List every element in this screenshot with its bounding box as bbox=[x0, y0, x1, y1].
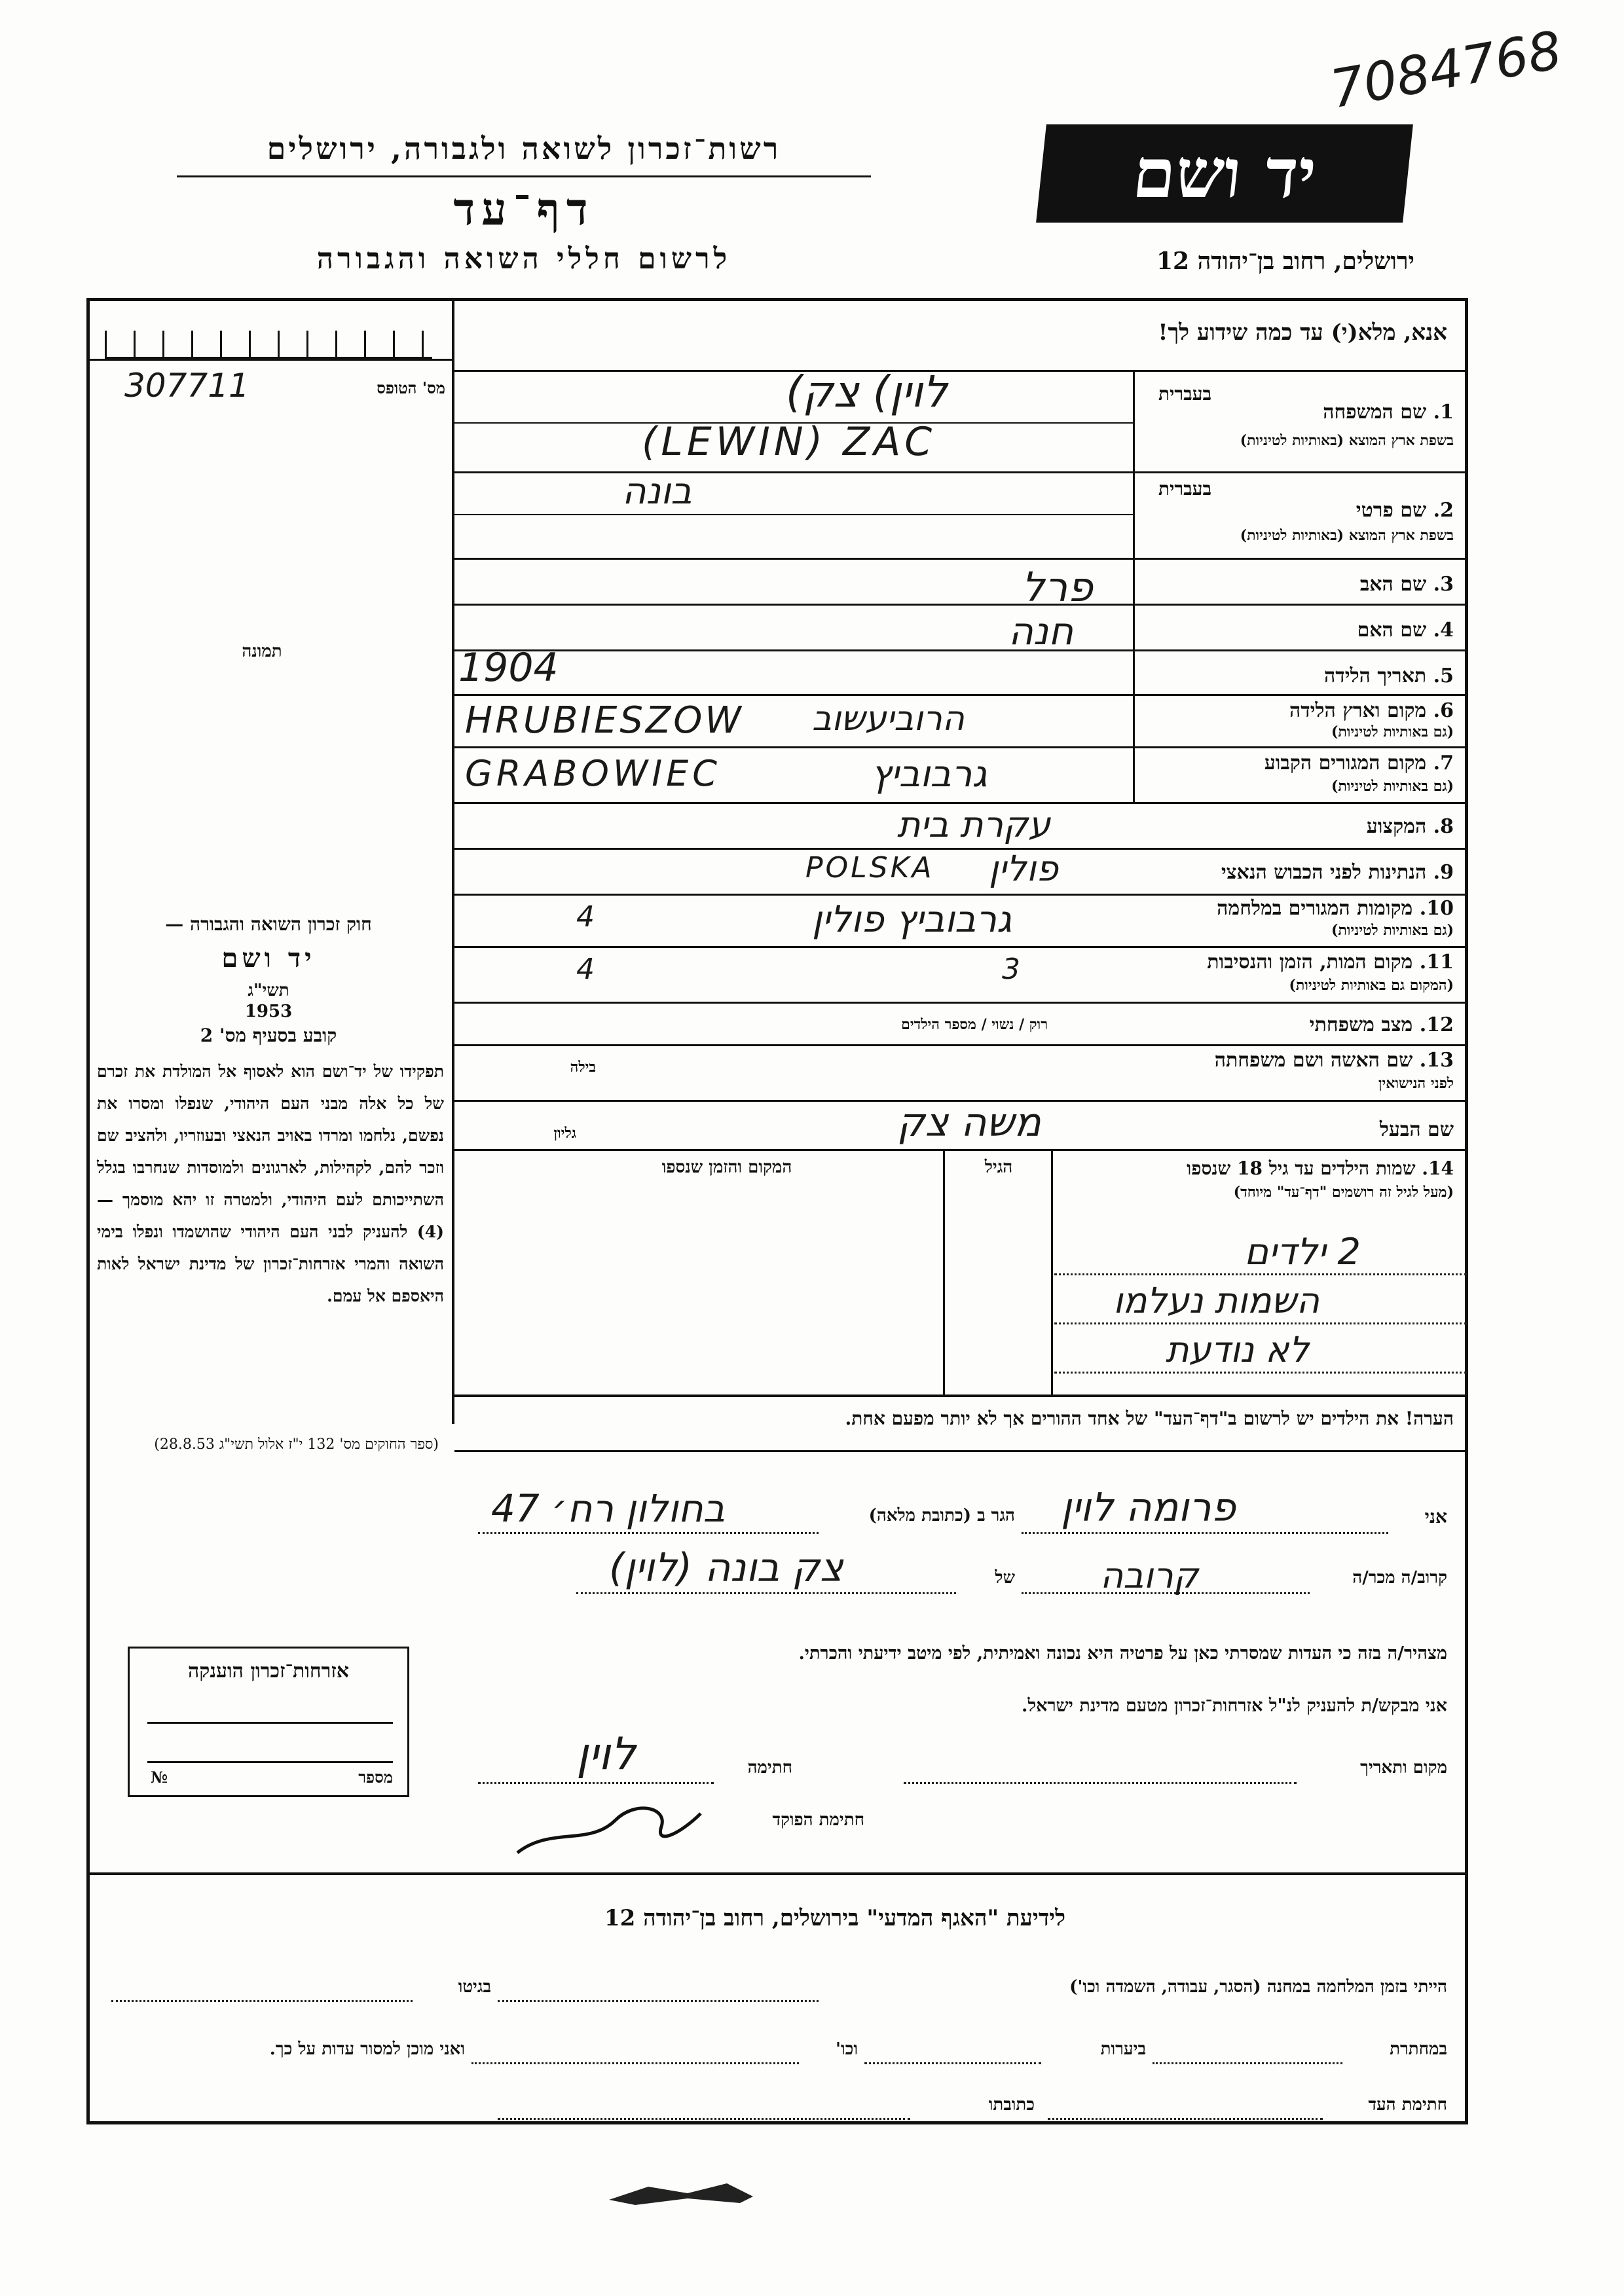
law-title: חוק זכרון השואה והגבורה — bbox=[165, 913, 372, 935]
field-label-first: 2. שם פרטי bbox=[1356, 499, 1454, 522]
row-rule bbox=[454, 604, 1468, 606]
footer-line3-a: חתימת העד bbox=[1368, 2095, 1447, 2115]
value-residence-heb: גרבוביץ bbox=[871, 753, 987, 795]
decl-line bbox=[478, 1782, 714, 1784]
sub-rule bbox=[454, 514, 1133, 515]
address: ירושלים, רחוב בן־יהודה 12 bbox=[1156, 247, 1414, 275]
field-label-marital: 12. מצב משפחתי bbox=[1309, 1013, 1454, 1036]
row-rule bbox=[454, 946, 1468, 948]
footer-rule bbox=[86, 1872, 1468, 1875]
child-entry: השמות נעלמו bbox=[1113, 1280, 1320, 1321]
form-title: דף־עד bbox=[453, 183, 595, 236]
children-sub: (מעל לגיל זה רושמים "דף־עד" מיוחד) bbox=[1233, 1184, 1454, 1201]
decl-address-value: בחולון רח׳ 47 bbox=[491, 1486, 726, 1531]
decl-address-label: הגר ב (כתובת מלאה) bbox=[868, 1506, 1015, 1525]
field-sub-family: בשפת ארץ המוצא (באותיות לטיניות) bbox=[1240, 432, 1454, 449]
decl-request: אני מבקש/ת להעניק לנ"ל אזרחות־זכרון מטעם מדינת ישראל. bbox=[1022, 1696, 1447, 1716]
field-label-wartime: 10. מקומות המגורים במלחמה bbox=[1217, 897, 1454, 920]
value-wartime-place: גרבוביץ פולין bbox=[812, 898, 1012, 941]
value-citizenship-heb: פולין bbox=[989, 848, 1058, 889]
law-year: 1953 bbox=[244, 1002, 293, 1021]
children-col-divider bbox=[943, 1149, 945, 1394]
value-citizenship-lat: POLSKA bbox=[805, 851, 934, 884]
row-rule bbox=[454, 1002, 1468, 1004]
decl-signature: לוין bbox=[576, 1728, 636, 1780]
citizenship-no-label: № bbox=[151, 1768, 168, 1787]
record-tick-marks bbox=[105, 331, 432, 359]
children-header: 14. שמות הילדים עד גיל 18 שנספו bbox=[1187, 1157, 1454, 1179]
field-sub-wife: לפני הנישואין bbox=[1378, 1075, 1454, 1092]
footer-line1-end: בגיטו bbox=[458, 1977, 491, 1997]
footer-dotline bbox=[498, 2000, 819, 2002]
field-label-family: 1. שם המשפחה bbox=[1323, 401, 1454, 424]
footer-dotline bbox=[111, 2000, 413, 2002]
value-mother: חנה bbox=[1008, 609, 1074, 653]
decl-line bbox=[904, 1782, 1297, 1784]
value-family-heb: לוין) צק) bbox=[786, 367, 948, 417]
children-col-divider bbox=[1051, 1149, 1053, 1394]
in-hebrew-label: בעברית bbox=[1158, 383, 1211, 405]
law-body: תפקידו של יד־ושם הוא לאסוף אל המולדת את זכרם של כל אלה מבני העם היהודי, שנפלו ומסרו את נפשם, נלחמו ומרדו באויב הנאצי ובעוזריו, ולהציב שם וזכר להם, לקהילות, לארגונים ולמוסדות שנחרבו בגלל השתייכותם לעם היהודי, ולמטרה זו יהא מוסמך — (4) להעניק לבני העם היהודי שהושמדו ונפלו בימי השואה והמרי אזרחות־זכרון של מדינת ישראל לאות היאספם אל עמם. bbox=[97, 1062, 444, 1305]
scan-mark bbox=[609, 2180, 753, 2206]
children-line bbox=[1054, 1372, 1467, 1374]
in-hebrew-label: בעברית bbox=[1158, 478, 1211, 500]
wife-suffix: בילה bbox=[570, 1059, 596, 1076]
footer-heading: לידיעת "האגף המדעי" בירושלים, רחוב בן־יהודה 12 bbox=[604, 1905, 1065, 1931]
field-sub-first: בשפת ארץ המוצא (באותיות לטיניות) bbox=[1240, 527, 1454, 544]
children-place-header: המקום והזמן שנספו bbox=[661, 1157, 792, 1177]
field-sub-death: (המקום גם באותיות לטיניות) bbox=[1289, 977, 1454, 994]
instruction: אנא, מלא(י) עד כמה שידוע לך! bbox=[1158, 319, 1447, 346]
row-rule bbox=[454, 746, 1468, 748]
field-label-mother: 4. שם האם bbox=[1357, 619, 1454, 642]
row-rule bbox=[454, 848, 1468, 850]
yad-vashem-logo bbox=[1036, 124, 1413, 223]
field-sub-residence: (גם באותיות לטיניות) bbox=[1331, 778, 1454, 795]
decl-officer-label: חתימת הפוקד bbox=[772, 1810, 864, 1830]
record-number-label: מס' הטופס bbox=[377, 378, 445, 397]
decl-i-label: אני bbox=[1424, 1506, 1447, 1527]
footer-line2-d: ואני מוכן למסור עדות על כך. bbox=[269, 2039, 465, 2059]
row-rule bbox=[454, 558, 1468, 560]
logo-text: יד ושם bbox=[1129, 133, 1320, 213]
footer-line2-a: במחתרת bbox=[1390, 2039, 1447, 2059]
decl-of-label: של bbox=[995, 1568, 1015, 1588]
value-father: פרל bbox=[1022, 563, 1093, 611]
law-citation: (ספר החוקים מס' 132 י"ז אלול תשי"ג 28.8.53) bbox=[154, 1436, 439, 1453]
field-label-wife: 13. שם האשה ושם משפחתה bbox=[1214, 1049, 1454, 1072]
decl-signature-label: חתימה bbox=[747, 1758, 792, 1777]
decl-of-value: צק בונה (לוין) bbox=[609, 1545, 843, 1591]
row-rule bbox=[454, 694, 1468, 696]
value-family-lat: (LEWIN) ZAC bbox=[642, 419, 936, 465]
row-rule bbox=[454, 471, 1468, 473]
husband-suffix: גליון bbox=[553, 1125, 576, 1142]
field-label-birthplace: 6. מקום וארץ הלידה bbox=[1289, 699, 1454, 722]
field-label-residence: 7. מקום המגורים הקבוע bbox=[1264, 752, 1454, 774]
field-label-occupation: 8. המקצוע bbox=[1366, 815, 1454, 838]
footer-line1: הייתי בזמן המלחמה במחנה (הסגר, עבודה, השמדה וכו') bbox=[1069, 1977, 1447, 1997]
authority-line: רשות־זכרון לשואה ולגבורה, ירושלים bbox=[267, 131, 781, 166]
footer-dotline bbox=[864, 2062, 1041, 2064]
row-rule bbox=[454, 1044, 1468, 1046]
citizenship-box-line bbox=[147, 1761, 393, 1763]
record-row-rule bbox=[86, 359, 452, 361]
value-death-num-b: 3 bbox=[1002, 953, 1020, 986]
photo-label: תמונה bbox=[242, 642, 282, 661]
value-birth-date: 1904 bbox=[458, 645, 559, 691]
decl-relation-value: קרובה bbox=[1100, 1555, 1199, 1596]
decl-relation-label: קרוב/ה מכר/ה bbox=[1352, 1568, 1447, 1588]
field-label-citizenship: 9. הנתינות לפני הכבוש הנאצי bbox=[1221, 861, 1454, 884]
footer-line3-b: כתובתו bbox=[988, 2095, 1035, 2115]
footer-dotline bbox=[498, 2118, 910, 2120]
row-rule bbox=[454, 370, 1468, 372]
marital-status-options: רוק / נשוי / מספר הילדים bbox=[901, 1016, 1048, 1033]
left-column-divider bbox=[452, 298, 454, 1424]
note-rule bbox=[454, 1450, 1468, 1452]
catalog-number: 7084768 bbox=[1325, 19, 1566, 120]
child-entry: 2 ילדים bbox=[1244, 1231, 1361, 1273]
value-residence-lat: GRABOWIEC bbox=[465, 753, 721, 794]
field-label-birthdate: 5. תאריך הלידה bbox=[1324, 665, 1454, 687]
row-rule bbox=[454, 649, 1468, 651]
value-occupation: עקרת בית bbox=[897, 804, 1051, 845]
footer-line2-c: וכו' bbox=[836, 2039, 858, 2059]
field-sub-birthplace: (גם באותיות לטיניות) bbox=[1331, 723, 1454, 740]
children-age-header: הגיל bbox=[984, 1157, 1013, 1177]
field-label-father: 3. שם האב bbox=[1359, 573, 1454, 596]
footer-dotline bbox=[1153, 2062, 1342, 2064]
citizenship-box-line bbox=[147, 1722, 393, 1724]
header-rule bbox=[177, 175, 871, 177]
form-subtitle: לרשום חללי השואה והגבורה bbox=[316, 242, 731, 276]
decl-statement: מצהיר/ה בזה כי העדות שמסרתי כאן על פרטיה היא נכונה ואמיתית, לפי מיטב ידיעתי והכרתי. bbox=[798, 1643, 1447, 1664]
row-rule bbox=[454, 894, 1468, 896]
law-logo: יד ושם bbox=[221, 943, 316, 974]
value-husband: משה צק bbox=[897, 1100, 1041, 1146]
row-rule bbox=[454, 1149, 1468, 1151]
citizenship-number-label: מספר bbox=[358, 1768, 393, 1787]
children-line bbox=[1054, 1322, 1467, 1324]
law-clause: קובע בסעיף מס' 2 bbox=[200, 1025, 337, 1046]
children-bottom-rule bbox=[454, 1394, 1468, 1397]
value-birthplace-heb: הרוביעשוב bbox=[812, 699, 965, 738]
officer-signature bbox=[511, 1787, 707, 1866]
children-line bbox=[1054, 1273, 1467, 1275]
citizenship-box-title: אזרחות־זכרון הוענקה bbox=[187, 1660, 350, 1683]
field-sub-wartime: (גם באותיות לטיניות) bbox=[1331, 922, 1454, 939]
value-birthplace-lat: HRUBIESZOW bbox=[465, 699, 744, 742]
note: הערה! את הילדים יש לרשום ב"דף־העד" של אחד ההורים אך לא יותר מפעם אחת. bbox=[845, 1408, 1454, 1429]
value-death-num-a: 4 bbox=[576, 953, 595, 986]
child-entry: לא נודעת bbox=[1166, 1329, 1310, 1370]
decl-line bbox=[478, 1532, 819, 1534]
footer-dotline bbox=[1048, 2118, 1323, 2120]
decl-line bbox=[576, 1592, 956, 1594]
law-year-heb: תשי"ג bbox=[248, 981, 289, 1000]
decl-i-value: פרומה לוין bbox=[1061, 1485, 1236, 1531]
decl-line bbox=[1022, 1532, 1388, 1534]
decl-place-date-label: מקום ותאריך bbox=[1360, 1758, 1447, 1777]
value-first-name: בונה bbox=[622, 470, 692, 513]
field-label-husband: שם הבעל bbox=[1379, 1118, 1454, 1141]
field-label-death: 11. מקום המות, הזמן והנסיבות bbox=[1207, 951, 1454, 974]
footer-line2-b: ביערות bbox=[1100, 2039, 1146, 2059]
record-number: 307711 bbox=[124, 367, 249, 405]
footer-dotline bbox=[471, 2062, 799, 2064]
value-wartime-num: 4 bbox=[576, 900, 595, 934]
